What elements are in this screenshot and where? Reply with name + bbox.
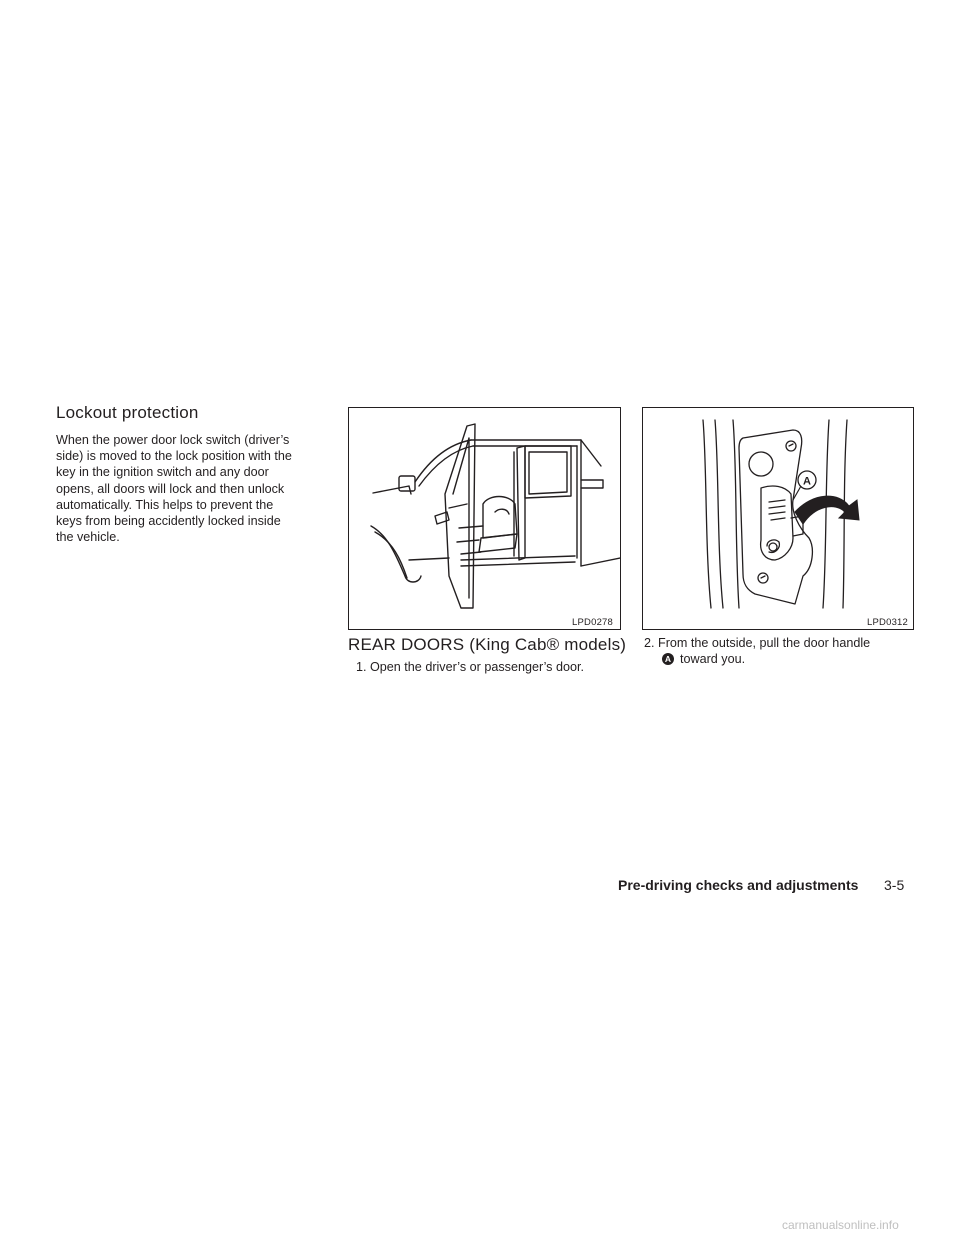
truck-drawing (349, 408, 620, 629)
section-title: Pre-driving checks and adjustments (618, 877, 859, 893)
watermark-text: carmanualsonline.info (782, 1218, 899, 1232)
lockout-heading: Lockout protection (56, 403, 199, 422)
lockout-line: key in the ignition switch and any door (56, 465, 269, 480)
lockout-line: the vehicle. (56, 530, 120, 545)
truck-door-illustration (348, 407, 621, 630)
step-2-line-2 (662, 651, 745, 667)
handle-figure-code: LPD0312 (867, 617, 909, 628)
step-2-toward-you: toward you. (680, 652, 746, 666)
lockout-line: automatically. This helps to prevent the (56, 497, 274, 512)
lockout-line: When the power door lock switch (driver’s (56, 433, 290, 447)
lockout-paragraph (56, 432, 324, 545)
lockout-line: opens, all doors will lock and then unlock (56, 481, 285, 496)
door-handle-drawing (643, 408, 913, 629)
step-1-text: 1. Open the driver’s or passenger’s door. (356, 660, 584, 674)
page-number: 3-5 (884, 877, 905, 893)
lockout-line: keys from being accidently locked inside (56, 514, 281, 529)
pull-arrow-icon (795, 496, 859, 524)
truck-figure-code: LPD0278 (572, 617, 614, 628)
callout-a-icon: A (662, 653, 674, 665)
callout-a-label: A (803, 475, 811, 488)
rear-doors-heading: REAR DOORS (King Cab® models) (348, 635, 627, 654)
lockout-line: side) is moved to the lock position with the (56, 449, 292, 464)
step-2-line-1: 2. From the outside, pull the door handle (644, 636, 871, 650)
door-handle-illustration (642, 407, 914, 630)
